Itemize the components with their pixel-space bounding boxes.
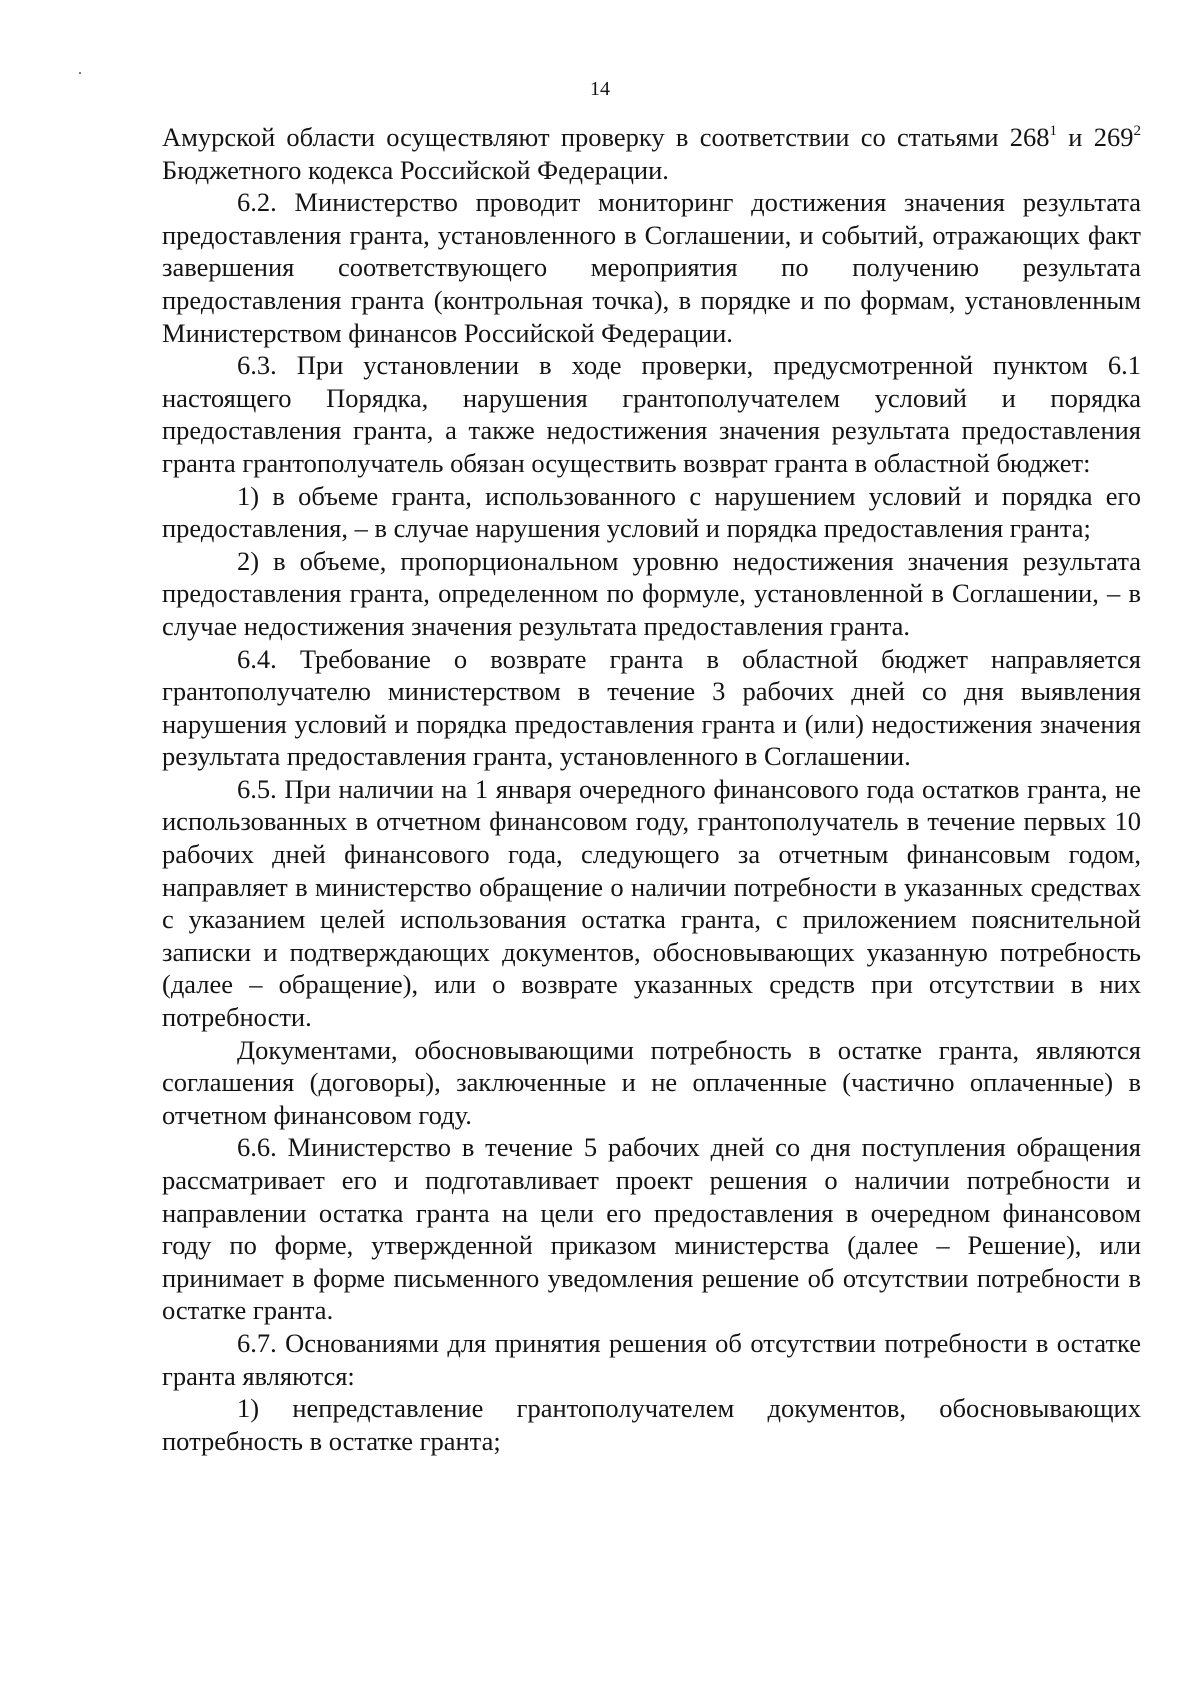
paragraph-6-5: 6.5. При наличии на 1 января очередного финансового года остатков гранта, не использованных в отчетном финансовом году, грантополучатель в течение первых 10 рабочих дней финансового года, следующего за отчетным финансовым годом, направляет в министерство обращение о наличии потребности в указанных средствах с указанием целей использования остатка гранта, с приложением пояснительной записки и подтверждающих документов, обосновывающих указанную потребность (далее – обращение), или о возврате указанных средств при отсутствии в них потребности. [162,773,1141,1033]
paragraph-6-6: 6.6. Министерство в течение 5 рабочих дней со дня поступления обращения рассматривает его и подготавливает проект решения о наличии потребности и направлении остатка гранта на цели его предоставления в очередном финансовом году по форме, утвержденной приказом министерства (далее – Решение), или принимает в форме письменного уведомления решение об отсутствии потребности в остатке гранта. [162,1132,1141,1326]
scan-artifact-dot [79,72,81,74]
paragraph-6-3: 6.3. При установлении в ходе проверки, предусмотренной пунктом 6.1 настоящего Порядка, нарушения грантополучателем условий и порядка предоставления гранта, а также недостижения значения результата предоставления гранта грантополучатель обязан осуществить возврат гранта в областной бюджет: [162,350,1141,478]
list-item-1: 1) непредставление грантополучателем документов, обосновывающих потребность в остатке гранта; [162,1393,1141,1456]
list-item-1: 1) в объеме гранта, использованного с нарушением условий и порядка его предоставления, – в случае нарушения условий и порядка предоставления гранта; [162,480,1141,544]
text-run: Амурской области осуществляют проверку в соответствии со статьями 268 [162,122,1050,152]
paragraph-documents: Документами, обосновывающими потребность в остатке гранта, являются соглашения (договоры), заключенные и не оплаченные (частично оплаченные) в отчетном финансовом году. [162,1034,1141,1130]
text-run: Бюджетного кодекса Российской Федерации. [162,154,669,185]
text-run: и 269 [1057,122,1134,152]
page-number: 14 [590,78,610,100]
paragraph-6-2: 6.2. Министерство проводит мониторинг достижения значения результата предоставления гранта, установленного в Соглашении, и событий, отражающих факт завершения соответствующего мероприятия по получению результата предоставления гранта (контрольная точка), в порядке и по формам, установленным Министерством финансов Российской Федерации. [162,187,1141,348]
paragraph-6-7: 6.7. Основаниями для принятия решения об отсутствии потребности в остатке гранта являются: [162,1327,1141,1391]
list-item-2: 2) в объеме, пропорциональном уровню недостижения значения результата предоставления гранта, определенном по формуле, установленной в Соглашении, – в случае недостижения значения результата предоставления гранта. [162,545,1141,641]
superscript: 2 [1133,123,1142,139]
superscript: 1 [1049,123,1058,139]
paragraph-continuation [162,121,1141,186]
paragraph-6-4: 6.4. Требование о возврате гранта в областной бюджет направляется грантополучателю министерством в течение 3 рабочих дней со дня выявления нарушения условий и порядка предоставления гранта и (или) недостижения значения результата предоставления гранта, установленного в Соглашении. [162,643,1141,772]
document-body [162,121,1141,1457]
